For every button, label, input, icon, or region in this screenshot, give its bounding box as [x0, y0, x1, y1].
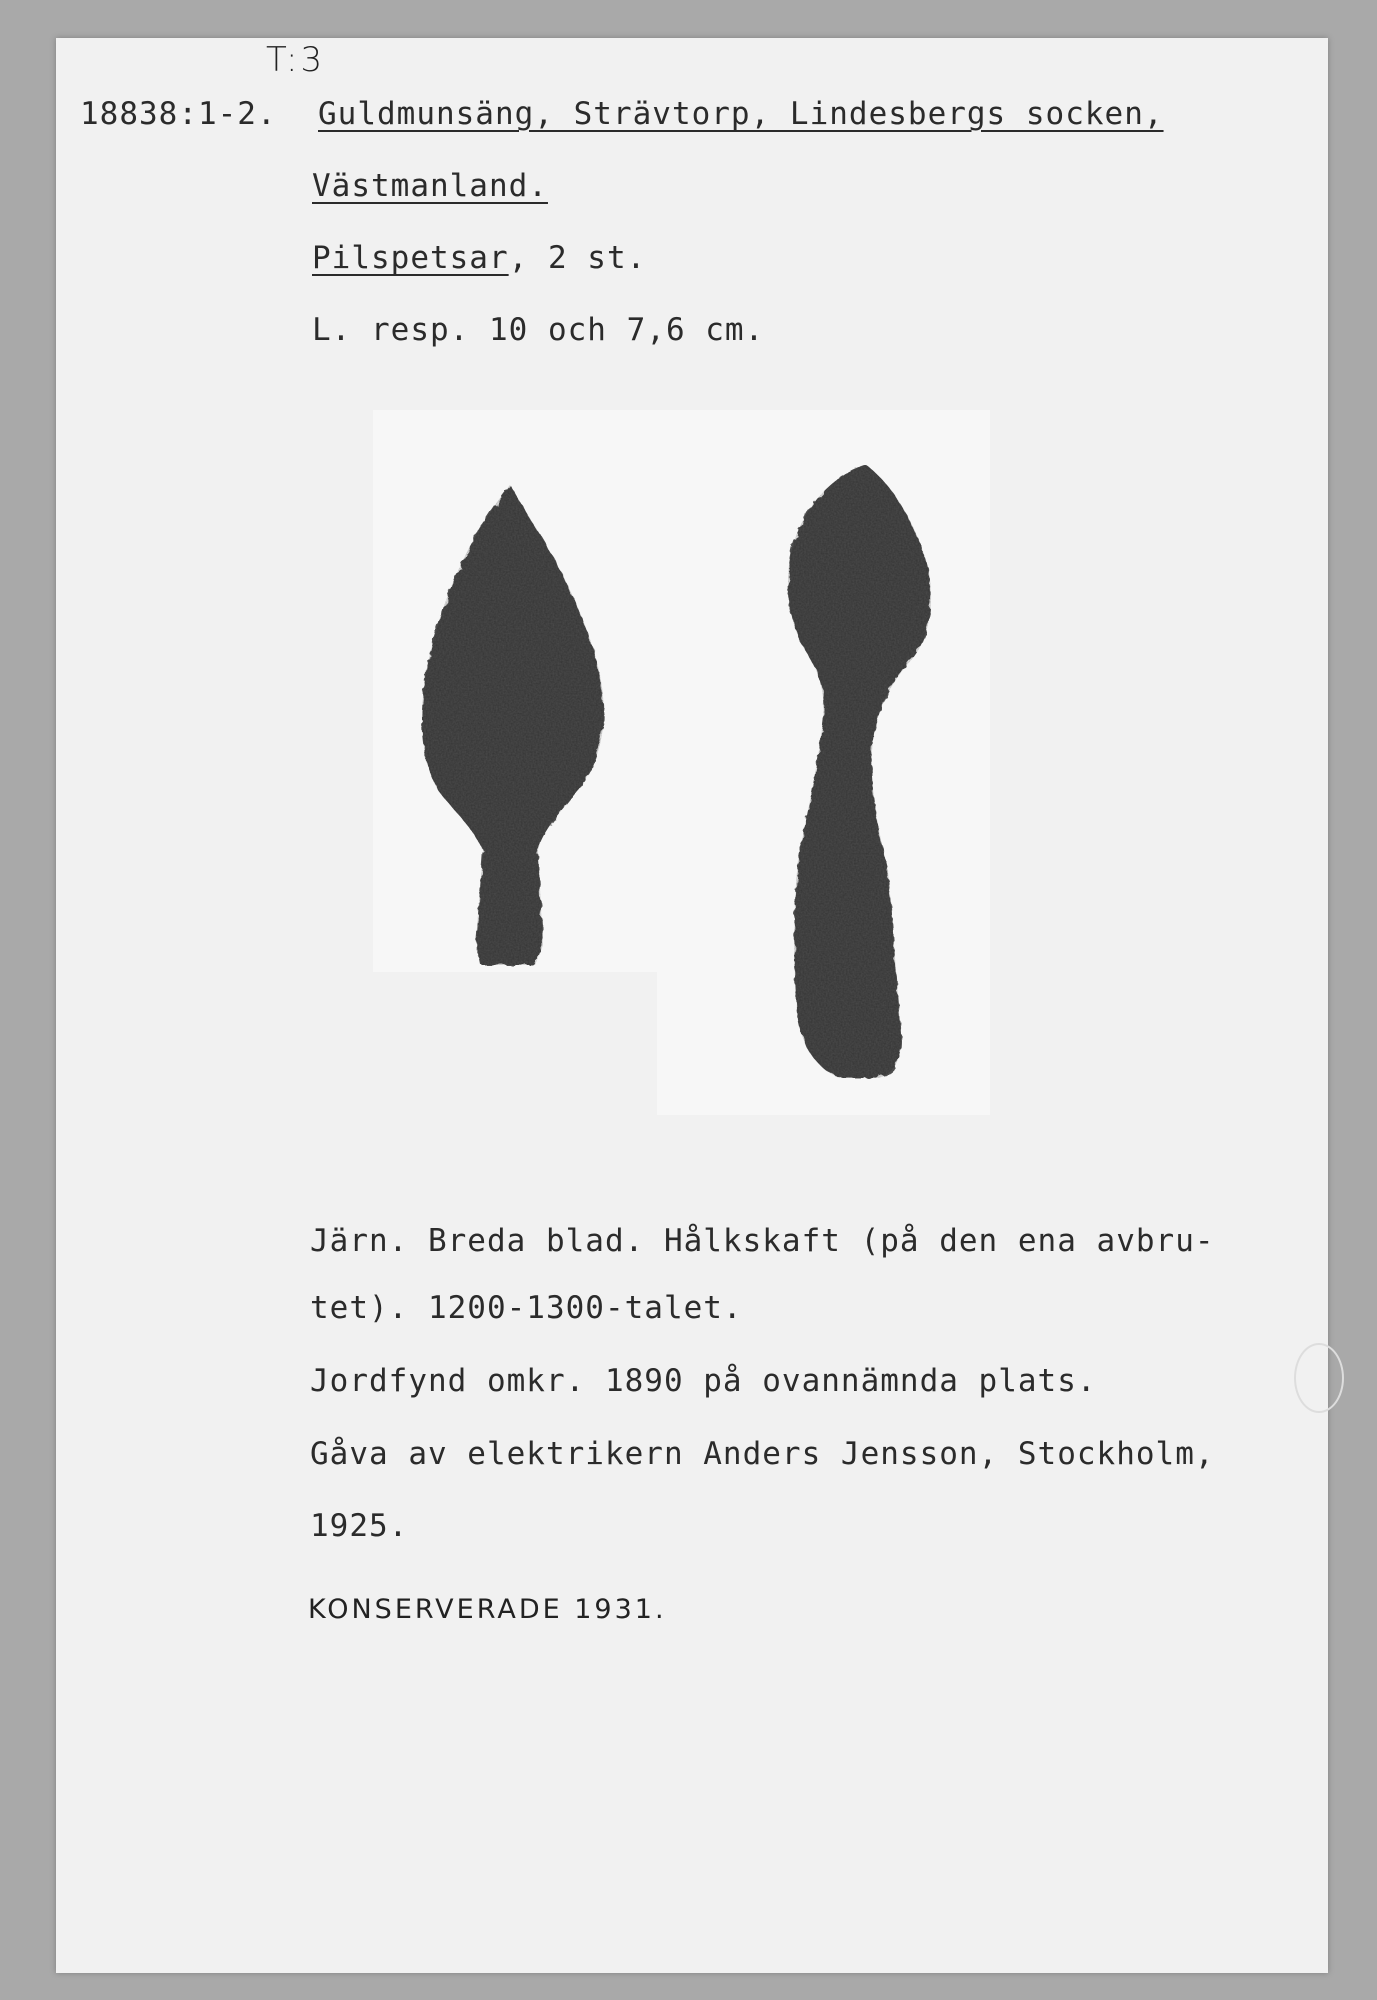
description-line-4: Gåva av elektrikern Anders Jensson, Stockholm,	[310, 1436, 1215, 1472]
arrowheads-photo	[373, 410, 990, 1115]
object-count: , 2 st.	[508, 240, 647, 276]
conservation-note: KONSERVERADE 1931.	[308, 1594, 667, 1625]
catalog-card	[56, 38, 1328, 1973]
catalog-number: 18838:1-2.	[80, 96, 277, 132]
object-name: Pilspetsar	[312, 240, 509, 276]
arrowhead-left-texture	[422, 485, 604, 965]
description-line-1: Järn. Breda blad. Hålkskaft (på den ena avbru-	[310, 1223, 1215, 1259]
location-line-2: Västmanland.	[312, 168, 548, 204]
paper-stain	[1294, 1343, 1344, 1413]
description-line-5: 1925.	[310, 1508, 409, 1544]
arrowhead-right-texture	[788, 465, 931, 1078]
description-line-3: Jordfynd omkr. 1890 på ovannämnda plats.	[310, 1363, 1097, 1399]
object-dimensions: L. resp. 10 och 7,6 cm.	[312, 312, 765, 348]
location-line-1: Guldmunsäng, Strävtorp, Lindesbergs socken,	[318, 96, 1164, 132]
description-line-2: tet). 1200-1300-talet.	[310, 1290, 743, 1326]
object-line	[312, 240, 646, 276]
handwritten-mark: T:3	[266, 40, 326, 80]
